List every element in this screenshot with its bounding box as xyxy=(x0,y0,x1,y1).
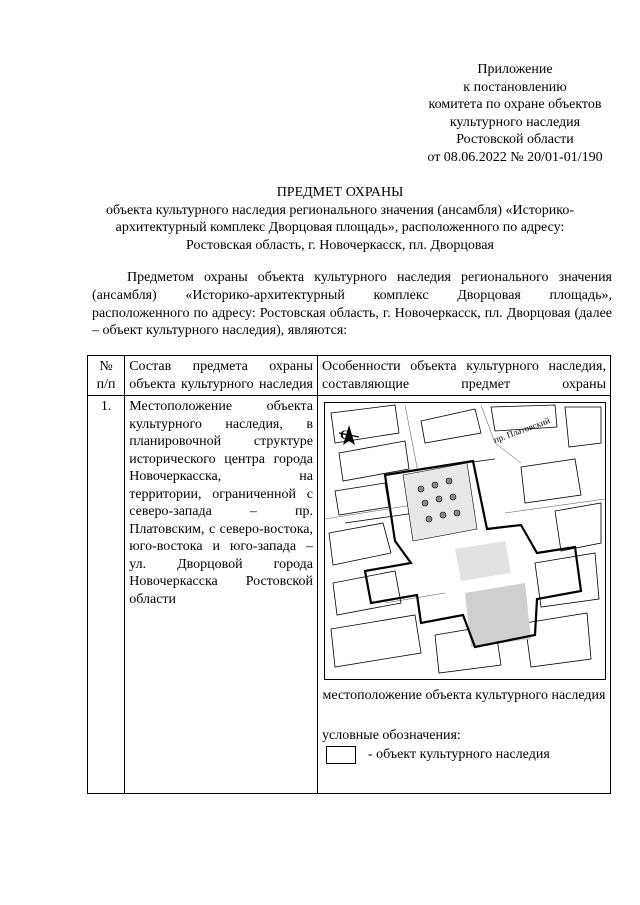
legend-item-label: - объект культурного наследия xyxy=(368,747,550,763)
header-composition: Состав предмета охраны объекта культурного наследия xyxy=(125,356,318,396)
header-num: № п/п xyxy=(88,356,125,396)
location-map-drawing xyxy=(325,403,605,679)
title-heading: ПРЕДМЕТ ОХРАНЫ xyxy=(276,185,404,200)
header-features: Особенности объекта культурного наследия, составляющие предмет охраны xyxy=(318,356,611,396)
title-line: объекта культурного наследия регионального значения (ансамбля) «Историко- xyxy=(105,202,575,218)
table-row xyxy=(88,396,611,794)
row-composition: Местоположение объекта культурного наследия, в планировочной структуре исторического центра города Новочеркасска, на территории, ограниченной с северо-запада – пр. Платовским, с северо-востока, юго-востока и юго-запада – ул. Дворцовой города Новочеркасска Ростовской области xyxy=(125,396,318,794)
appendix-line: комитета по охране объектов xyxy=(428,97,602,112)
legend-swatch xyxy=(326,746,356,764)
intro-paragraph: Предметом охраны объекта культурного наследия регионального значения (ансамбля) «Историко-архитектурный комплекс Дворцовая площадь», расположенного по адресу: Ростовская область, г. Новочеркасск, пл. Дворцовая (далее – объект культурного наследия), являются: xyxy=(92,270,612,339)
table-header-row xyxy=(88,356,611,396)
map-street-label: пр. Платовский xyxy=(492,415,552,445)
compass-label: С xyxy=(340,427,350,442)
row-num: 1. xyxy=(88,396,125,794)
protection-table xyxy=(87,355,611,794)
appendix-header xyxy=(400,61,630,166)
appendix-line: от 08.06.2022 № 20/01-01/190 xyxy=(427,149,603,165)
row-features xyxy=(318,396,611,794)
park-area xyxy=(403,463,477,541)
title-line: архитектурный комплекс Дворцовая площадь», расположенного по адресу: xyxy=(115,220,565,235)
legend-title: условные обозначения: xyxy=(322,727,461,743)
map-caption: местоположение объекта культурного наследия xyxy=(322,688,606,703)
appendix-line: к постановлению xyxy=(463,79,567,95)
appendix-line: культурного наследия xyxy=(449,114,581,130)
appendix-line: Ростовской области xyxy=(456,132,574,147)
location-map xyxy=(324,402,606,680)
appendix-line: Приложение xyxy=(477,62,553,77)
legend-item xyxy=(322,746,606,764)
document-title xyxy=(60,184,620,254)
title-line: Ростовская область, г. Новочеркасск, пл. Дворцовая xyxy=(186,237,494,253)
